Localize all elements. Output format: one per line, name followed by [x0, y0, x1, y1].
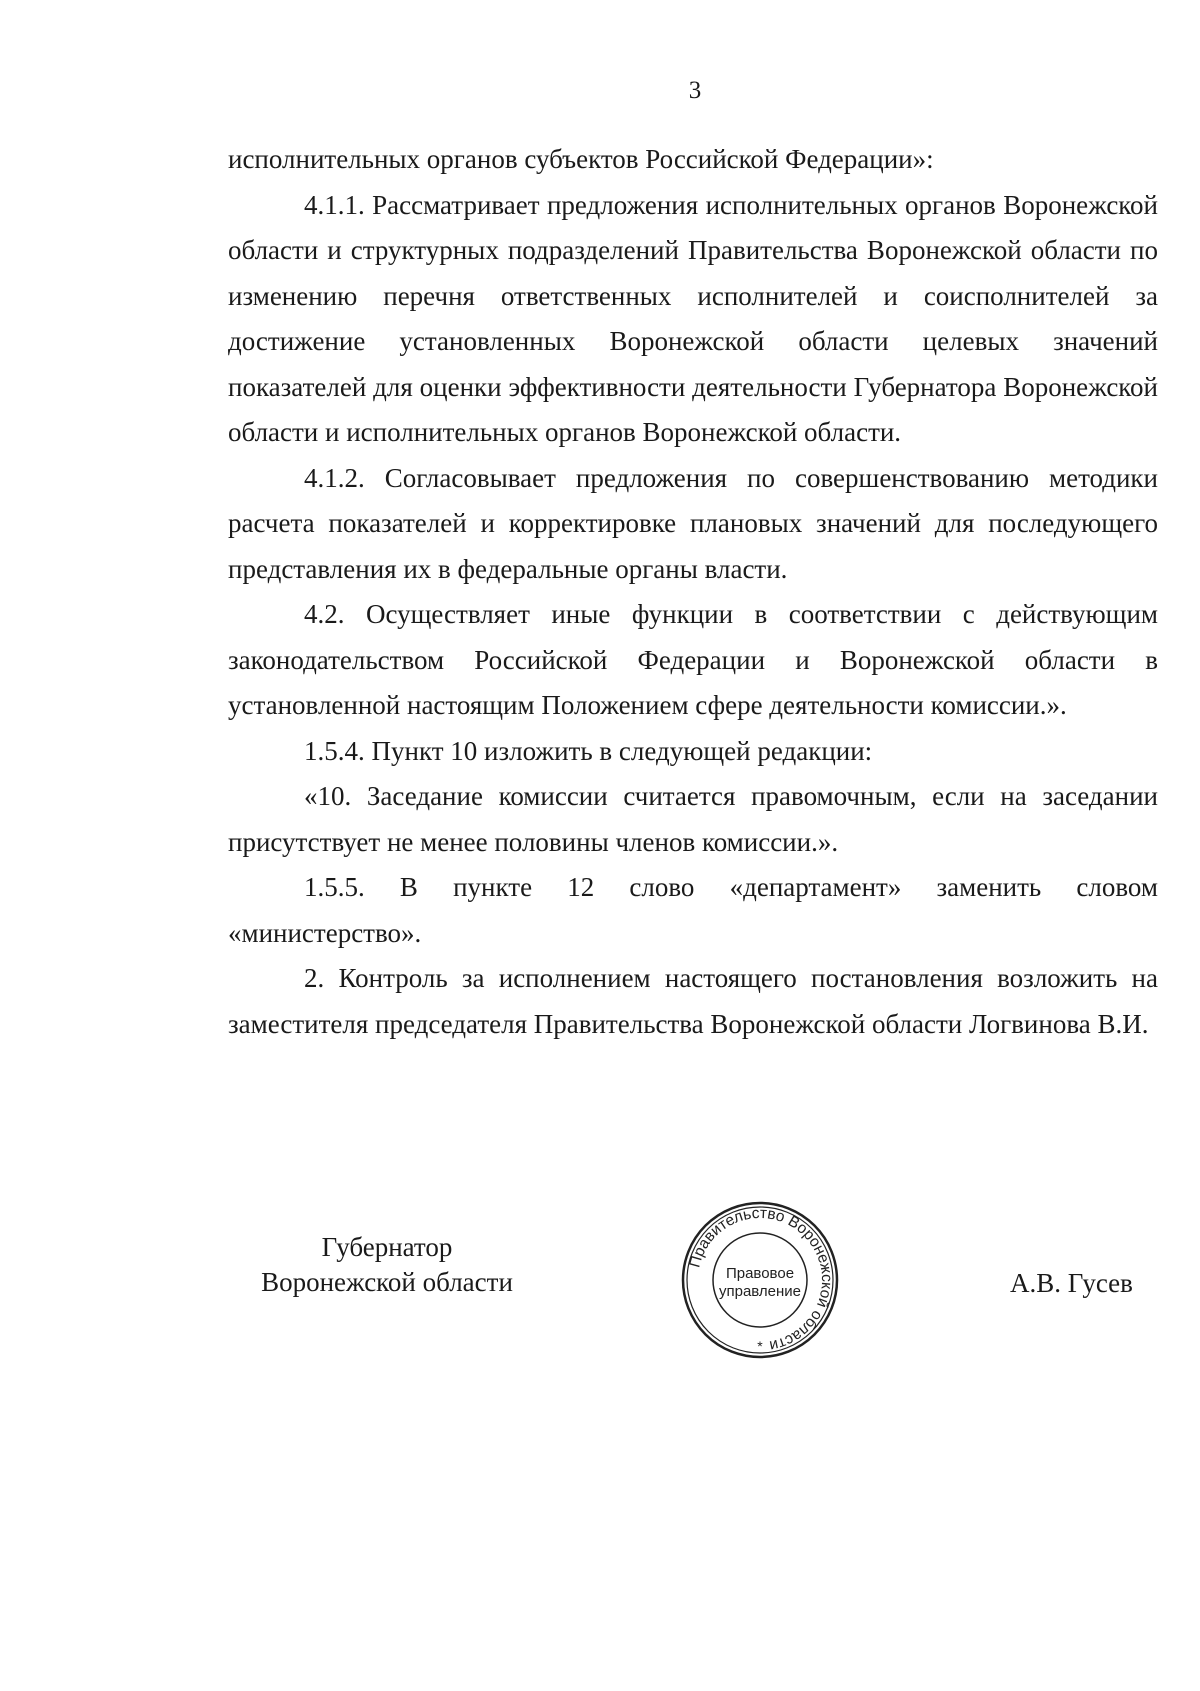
official-stamp	[680, 1200, 840, 1360]
stamp-star: *	[757, 1338, 763, 1354]
signatory-position-line: Воронежской области	[261, 1267, 513, 1297]
page-number: 3	[688, 77, 702, 104]
signatory-position-line: Губернатор	[321, 1232, 453, 1262]
paragraph: 4.1.2. Согласовывает предложения по совершенствованию методики расчета показателей и корректировке плановых значений для последующего представления их в федеральные органы власти.	[228, 462, 1158, 584]
paragraph: 4.1.1. Рассматривает предложения исполнительных органов Воронежской области и структурных подразделений Правительства Воронежской области по изменению перечня ответственных исполнителей и соисполнителей за достижение установленных Воронежской области целевых значений показателей для оценки эффективности деятельности Губернатора Воронежской области и исполнительных органов Воронежской области.	[228, 189, 1158, 447]
paragraph: исполнительных органов субъектов Российской Федерации»:	[228, 144, 934, 174]
paragraph: 1.5.4. Пункт 10 изложить в следующей редакции:	[304, 735, 873, 766]
paragraph: 4.2. Осуществляет иные функции в соответствии с действующим законодательством Российской Федерации и Воронежской области в установленной настоящим Положением сфере деятельности комиссии.».	[228, 599, 1158, 720]
signatory-position	[252, 1230, 522, 1300]
paragraph: «10. Заседание комиссии считается правомочным, если на заседании присутствует не менее половины членов комиссии.».	[228, 781, 1158, 857]
stamp-inner-line: Правовое	[725, 1265, 795, 1282]
stamp-outer-text: Правительство Воронежской области	[686, 1204, 836, 1355]
paragraph: 1.5.5. В пункте 12 слово «департамент» заменить словом «министерство».	[228, 872, 1158, 948]
document-body	[228, 137, 1158, 1047]
signatory-name: А.В. Гусев	[1010, 1268, 1133, 1298]
stamp-inner-line: управление	[718, 1283, 802, 1300]
paragraph: 2. Контроль за исполнением настоящего постановления возложить на заместителя председателя Правительства Воронежской области Логвинова В.И.	[228, 963, 1158, 1039]
